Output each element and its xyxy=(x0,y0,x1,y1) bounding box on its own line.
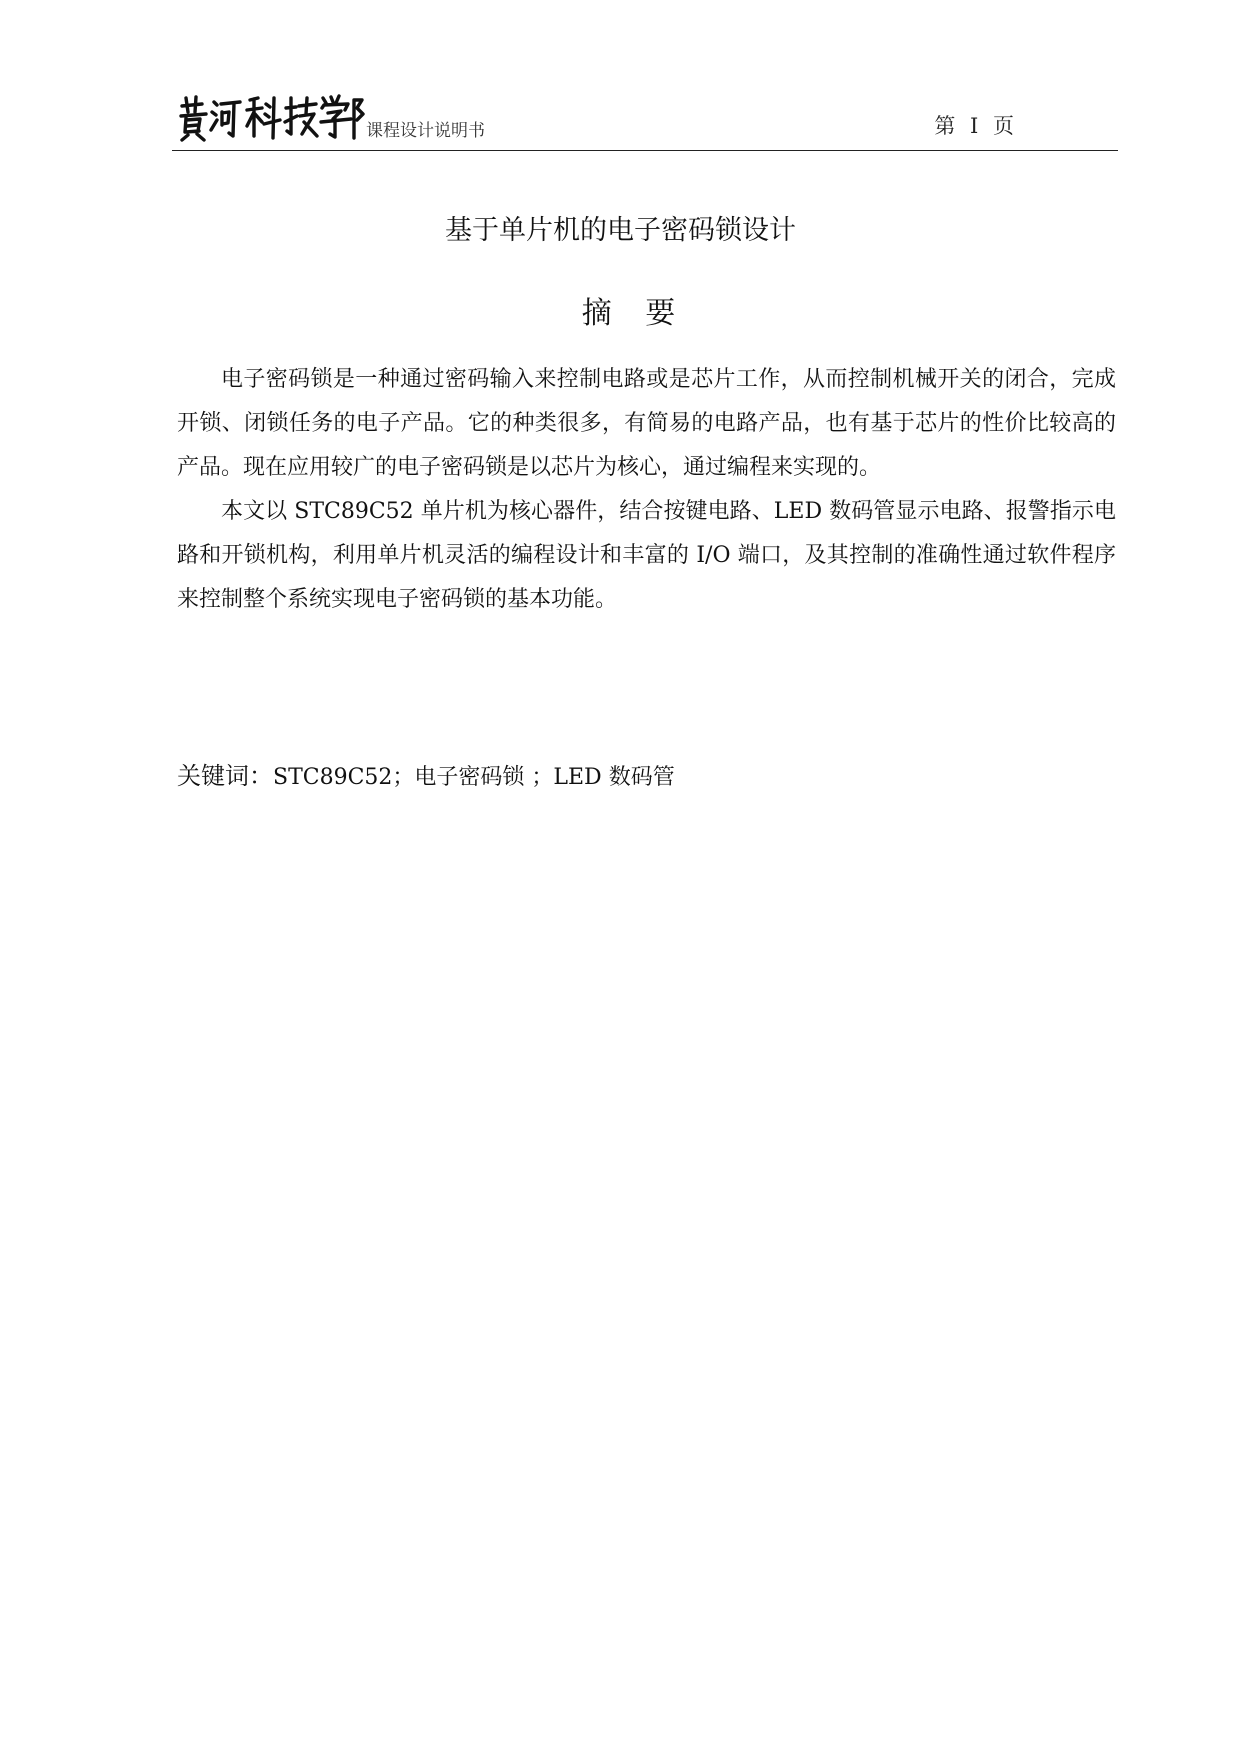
calligraphy-logo-icon xyxy=(176,92,366,142)
page-header xyxy=(172,92,1118,151)
keywords-label: 关键词： xyxy=(177,762,273,790)
keywords-text: STC89C52；电子密码锁 ；LED 数码管 xyxy=(273,765,675,790)
page-number: 第 I 页 xyxy=(934,114,1018,138)
abstract-heading: 摘 要 xyxy=(581,296,688,331)
header-subtitle: 课程设计说明书 xyxy=(366,121,485,141)
abstract-body xyxy=(177,358,1116,622)
keywords-line xyxy=(177,756,675,791)
document-title: 基于单片机的电子密码锁设计 xyxy=(445,215,796,246)
abstract-paragraph: 本文以 STC89C52 单片机为核心器件，结合按键电路、LED 数码管显示电路、报警指示电路和开锁机构，利用单片机灵活的编程设计和丰富的 I/O 端口，及其控制的准确性通过软件程序来控制整个系统实现电子密码锁的基本功能。 xyxy=(177,499,1116,612)
abstract-paragraph: 电子密码锁是一种通过密码输入来控制电路或是芯片工作，从而控制机械开关的闭合，完成开锁、闭锁任务的电子产品。它的种类很多，有简易的电路产品，也有基于芯片的性价比较高的产品。现在应用较广的电子密码锁是以芯片为核心，通过编程来实现的。 xyxy=(177,367,1116,480)
university-logo xyxy=(176,92,366,142)
